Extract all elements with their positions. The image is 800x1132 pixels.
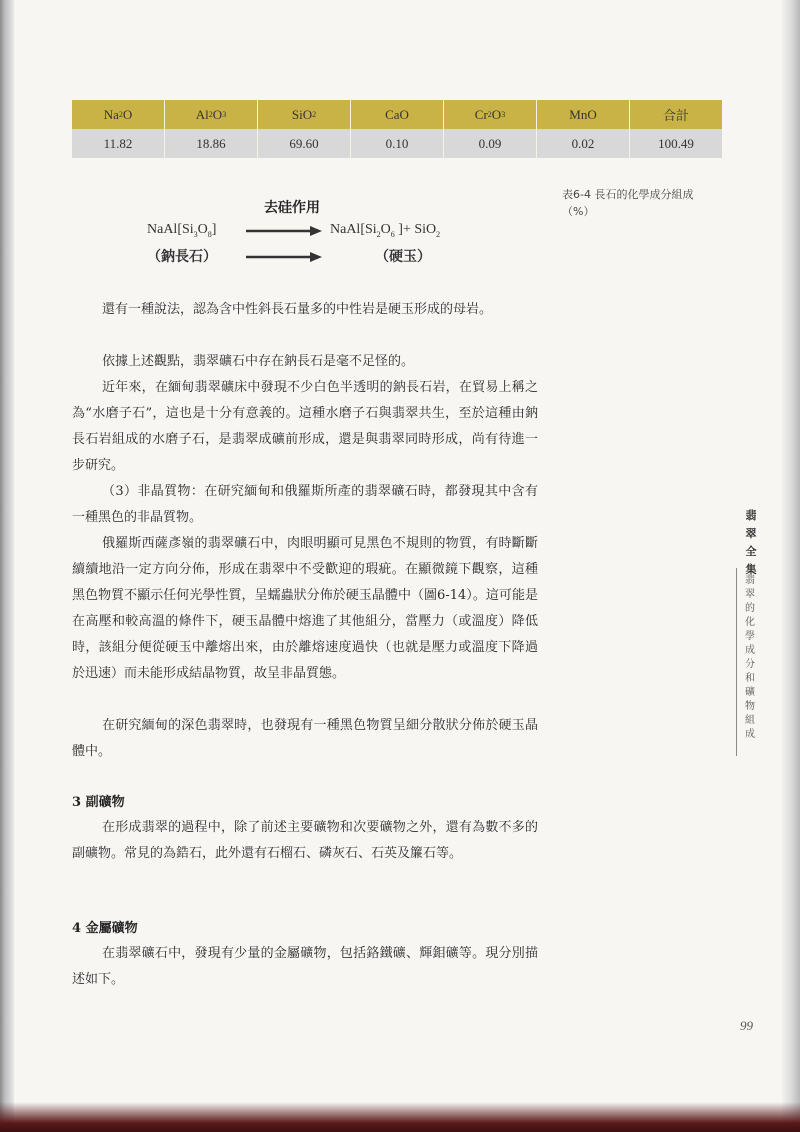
reaction-arrow-upper [246, 225, 322, 237]
side-divider [736, 568, 737, 756]
table-value-cell: 18.86 [165, 129, 258, 158]
table-header-cell: MnO [537, 100, 630, 129]
paragraph-2: 依據上述觀點，翡翠礦石中存在鈉長石是毫不足怪的。 [102, 354, 415, 369]
table-value-row [72, 129, 722, 158]
table-value-cell: 0.02 [537, 129, 630, 158]
reaction-reactant-formula: $NaAl[Si_3O_8]$ [147, 222, 217, 239]
table-value-cell: 69.60 [258, 129, 351, 158]
reaction-reactant-name: （鈉長石） [147, 249, 217, 265]
paragraph-4: （3）非晶質物：在研究緬甸和俄羅斯所產的翡翠礦石時，都發現其中含有一種黑色的非晶質物。 [72, 484, 538, 525]
paragraph-7: 在形成翡翠的過程中，除了前述主要礦物和次要礦物之外，還有為數不多的副礦物。常見的為鋯石，此外還有石榴石、磷灰石、石英及簾石等。 [72, 820, 538, 861]
table-caption-unit: （%） [562, 205, 595, 218]
reaction-arrow-lower [246, 251, 322, 263]
section-heading-4: 4 金屬礦物 [72, 921, 138, 936]
table-value-cell: 0.09 [444, 129, 537, 158]
composition-table [72, 100, 722, 158]
paragraph-8: 在翡翠礦石中，發現有少量的金屬礦物，包括鉻鐵礦、輝鉬礦等。現分別描述如下。 [72, 946, 538, 987]
reaction-product-name: （硬玉） [375, 249, 431, 265]
page-number: 99 [740, 1018, 753, 1033]
table-header-row [72, 100, 722, 129]
book-binding-shadow [0, 0, 14, 1132]
paragraph-1: 還有一種說法，認為含中性斜長石量多的中性岩是硬玉形成的母岩。 [102, 302, 493, 317]
section-heading-3: 3 副礦物 [72, 795, 125, 810]
side-series-title: 翡翠全集 [745, 509, 757, 576]
table-header-cell: 合計 [662, 108, 689, 123]
table-caption [562, 186, 732, 220]
reaction-title: 去硅作用 [264, 200, 320, 216]
book-cover-edge [0, 1102, 800, 1132]
table-caption-title: 表6-4 長石的化學成分組成 [562, 188, 694, 201]
table-header-cell: Na 2 O [72, 100, 165, 129]
paragraph-5: 俄羅斯西薩彥嶺的翡翠礦石中，肉眼明顯可見黑色不規則的物質，有時斷斷續續地沿一定方向分佈，形成在翡翠中不受歡迎的瑕疵。在顯微鏡下觀察，這種黑色物質不顯示任何光學性質，呈蠕蟲狀分佈於硬玉晶體中（圖6-14）。這可能是在高壓和較高溫的條件下，硬玉晶體中熔進了其他組分，當壓力（或溫度）降低時，該組分便從硬玉中離熔出來，由於離熔速度過快（也就是壓力或溫度下降過於迅速）而未能形成結晶物質，故呈非晶質態。 [72, 536, 538, 681]
table-header-cell: Al 2 O 3 [165, 100, 258, 129]
table-value-cell: 100.49 [658, 135, 694, 151]
table-header-cell: Cr 2 O 3 [444, 100, 537, 129]
paragraph-6: 在研究緬甸的深色翡翠時，也發現有一種黑色物質呈細分散狀分佈於硬玉晶體中。 [72, 718, 538, 759]
side-chapter-title: 翡翠的化學成分和礦物組成 [745, 575, 755, 740]
table-value-cell: 11.82 [72, 129, 165, 158]
table-value-cell: 0.10 [351, 129, 444, 158]
table-header-cell: SiO 2 [258, 100, 351, 129]
reaction-product-formula: $NaAl[Si_2O_6$ ]+ SiO$_2$ [330, 222, 441, 239]
page-right-edge [782, 0, 800, 1132]
table-header-cell: CaO [351, 100, 444, 129]
paragraph-3: 近年來，在緬甸翡翠礦床中發現不少白色半透明的鈉長石岩，在貿易上稱之為“水磨子石”，這也是十分有意義的。這種水磨子石與翡翠共生，至於這種由鈉長石岩組成的水磨子石，是翡翠成礦前形成，還是與翡翠同時形成，尚有待進一步研究。 [72, 380, 538, 473]
